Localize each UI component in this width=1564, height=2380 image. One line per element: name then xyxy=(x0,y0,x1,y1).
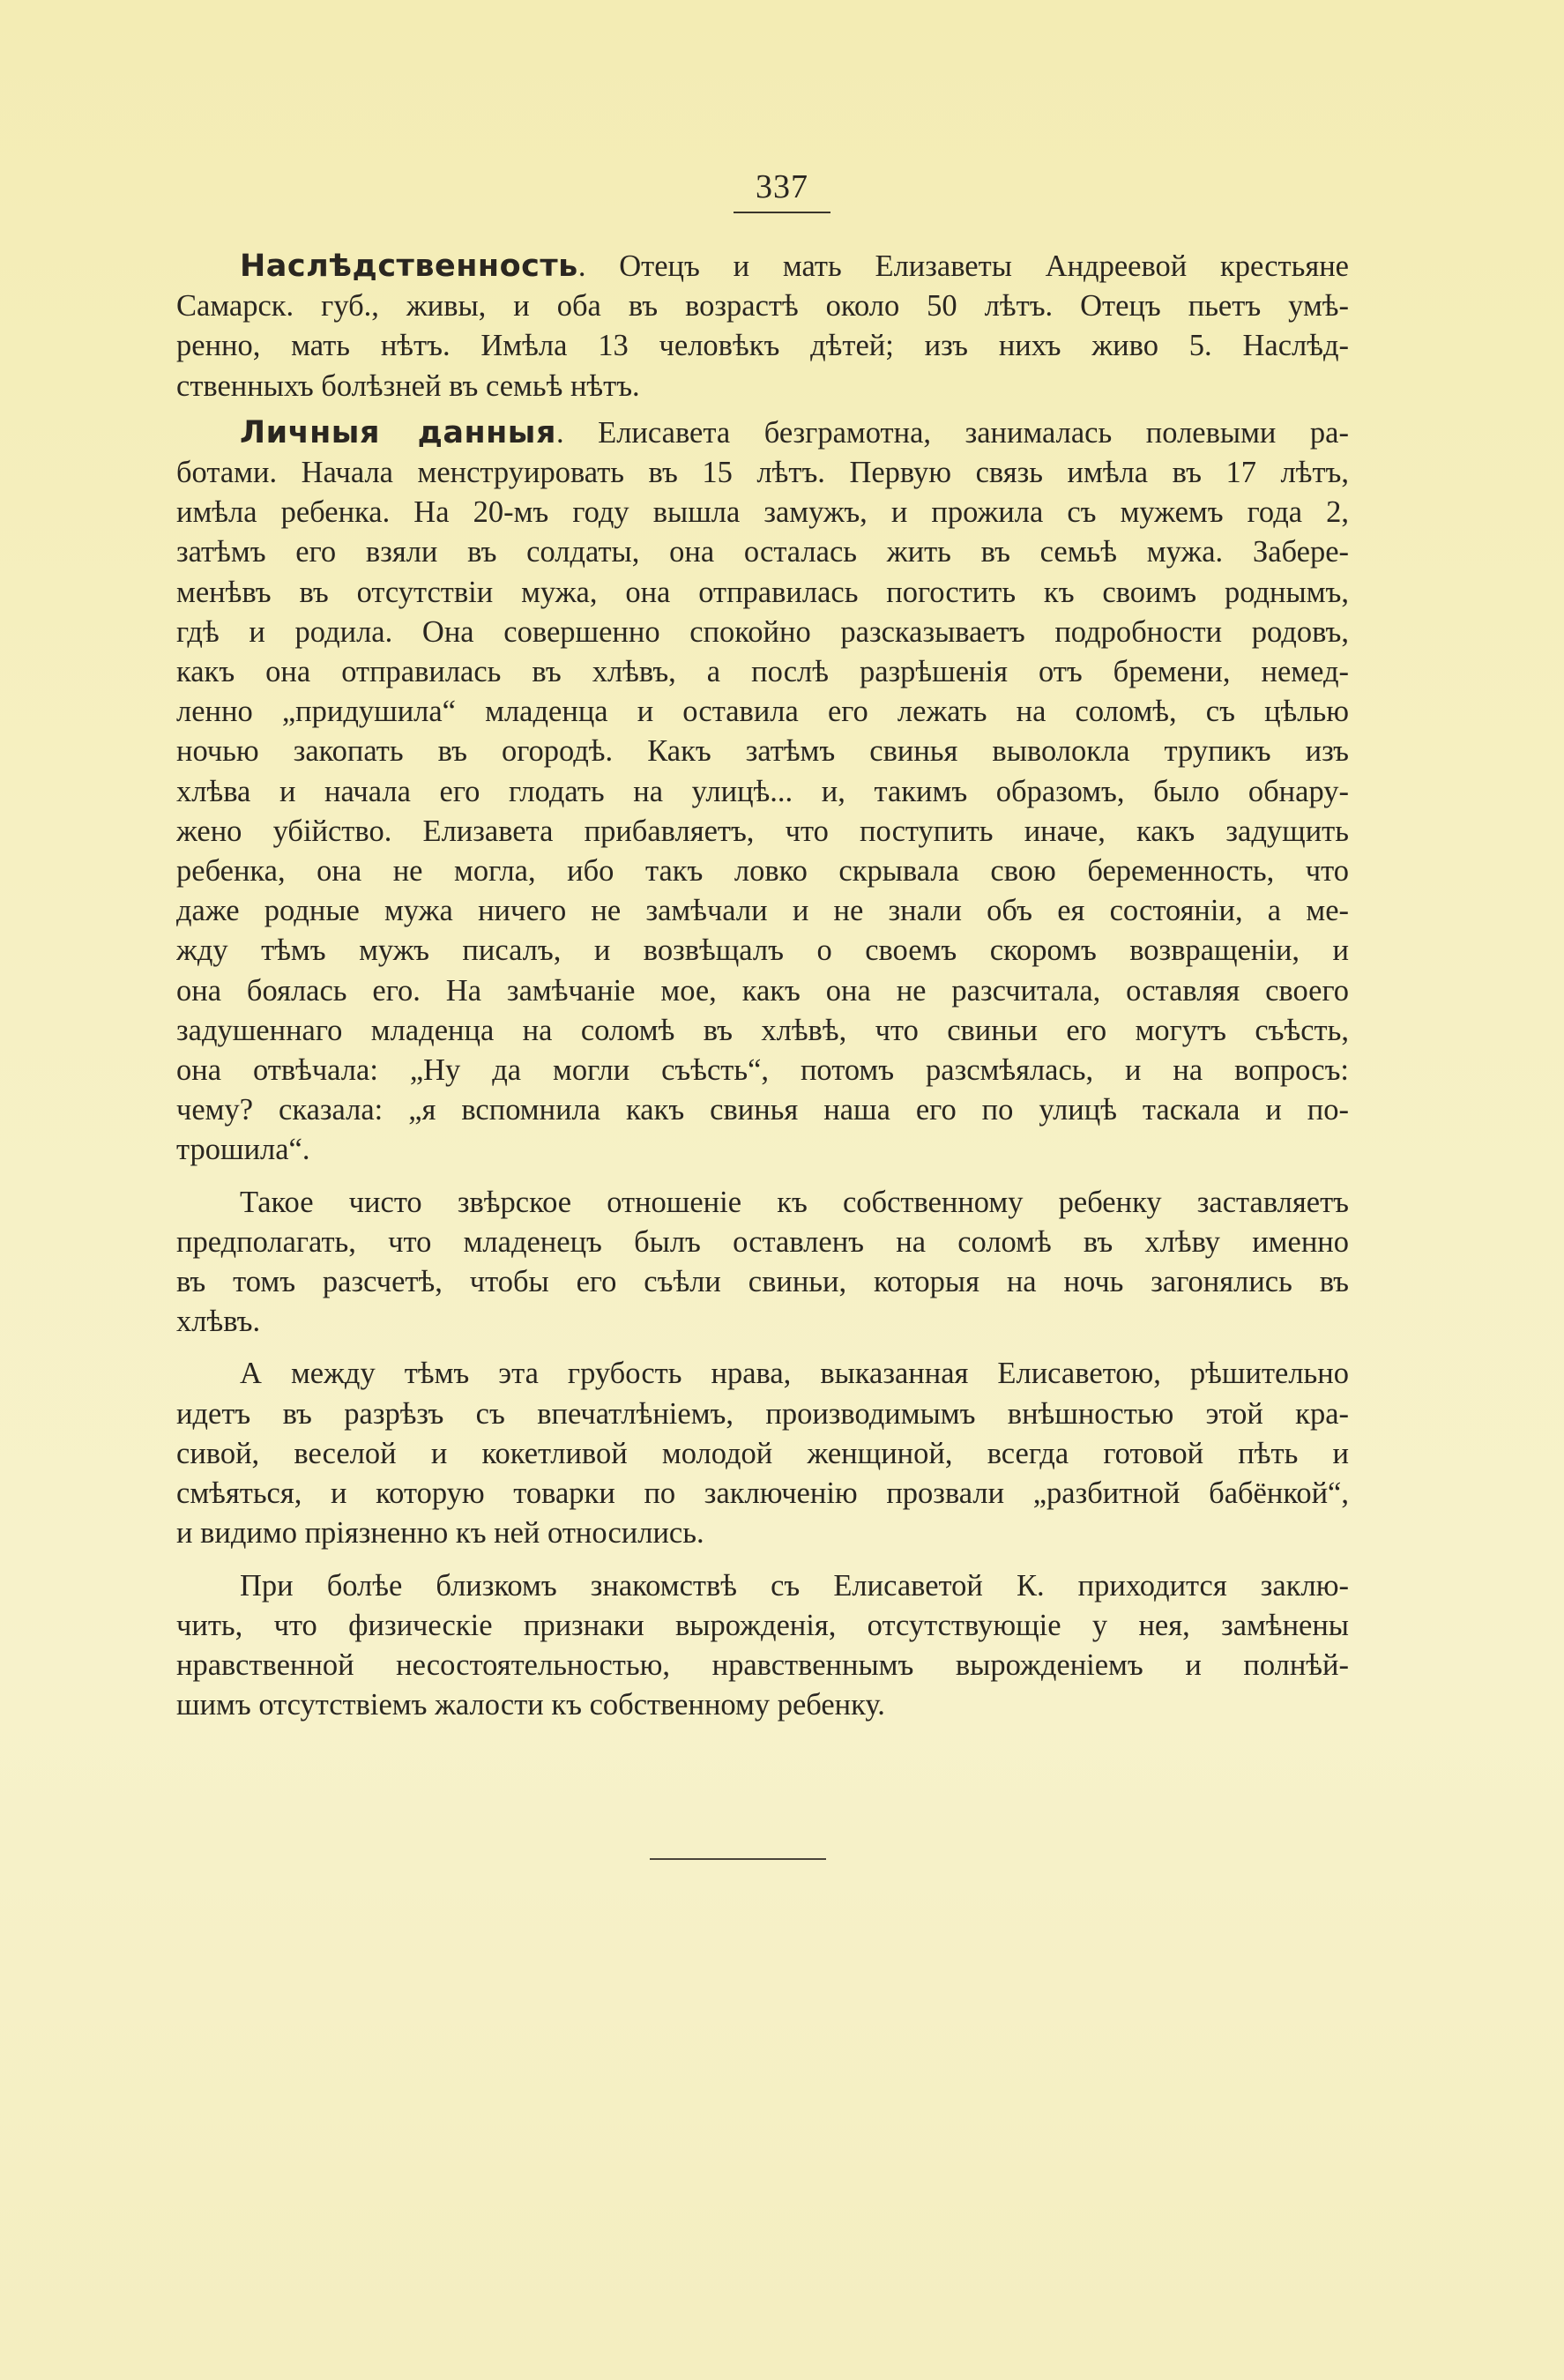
text-line: чему? сказала: „я вспомнила какъ свинья наша его по улицѣ таскала и по- xyxy=(176,1093,1349,1127)
text-line: жду тѣмъ мужъ писалъ, и возвѣщалъ о своемъ скоромъ возвращеніи, и xyxy=(176,933,1349,968)
text-line: хлѣвъ. xyxy=(176,1305,261,1339)
text-line: сивой, веселой и кокетливой молодой женщиной, всегда готовой пѣть и xyxy=(176,1436,1349,1470)
text-line: имѣла ребенка. На 20-мъ году вышла замужъ, и прожила съ мужемъ года 2, xyxy=(176,495,1349,530)
text-line: она отвѣчала: „Ну да могли съѣсть“, потомъ разсмѣялась, и на вопросъ: xyxy=(176,1053,1349,1088)
paragraph-attitude xyxy=(176,1183,1349,1342)
text-line: ленно „придушила“ младенца и оставила его лежать на соломѣ, съ цѣлью xyxy=(176,695,1349,729)
text-line: ственныхъ болѣзней въ семьѣ нѣтъ. xyxy=(176,368,640,403)
paragraph-heredity xyxy=(176,247,1349,406)
text-line: ботами. Начала менструировать въ 15 лѣтъ. Первую связь имѣла въ 17 лѣтъ, xyxy=(176,456,1349,490)
text-line xyxy=(176,247,1349,286)
page-number: 337 xyxy=(756,168,808,205)
page-number-underline xyxy=(734,212,830,213)
text-line: При болѣе близкомъ знакомствѣ съ Елисаветой К. приходится заклю- xyxy=(240,1568,1349,1603)
text-line: ночью закопать въ огородѣ. Какъ затѣмъ свинья выволокла трупикъ изъ xyxy=(176,734,1349,769)
paragraph-temperament xyxy=(176,1354,1349,1553)
text-line xyxy=(176,413,1349,453)
section-heading-personal-data: Личныя данныя xyxy=(240,414,556,450)
text-line: предполагать, что младенецъ былъ оставленъ на соломѣ въ хлѣву именно xyxy=(176,1224,1349,1259)
text-line: жено убійство. Елизавета прибавляетъ, что поступить иначе, какъ задущить xyxy=(176,814,1349,848)
text-line: даже родные мужа ничего не замѣчали и не знали объ ея состояніи, а ме- xyxy=(176,894,1349,928)
paragraph-conclusion xyxy=(176,1566,1349,1726)
paragraph-personal-data xyxy=(176,413,1349,1171)
section-heading-heredity: Наслѣдственность xyxy=(240,249,578,284)
text-line: нравственной несостоятельностью, нравственнымъ вырожденіемъ и полнѣй- xyxy=(176,1647,1349,1682)
text-line: Самарск. губ., живы, и оба въ возрастѣ около 50 лѣтъ. Отецъ пьетъ умѣ- xyxy=(176,289,1349,324)
text-line: А между тѣмъ эта грубость нрава, выказанная Елисаветою, рѣшительно xyxy=(240,1357,1349,1391)
text-line: менѣвъ въ отсутствіи мужа, она отправилась погостить къ своимъ роднымъ, xyxy=(176,575,1349,609)
text-line: ребенка, она не могла, ибо такъ ловко скрывала свою беременность, что xyxy=(176,854,1349,889)
text-line: задушеннаго младенца на соломѣ въ хлѣвѣ, что свиньи его могутъ съѣсть, xyxy=(176,1013,1349,1047)
text-line: хлѣва и начала его глодать на улицѣ... и, такимъ образомъ, было обнару- xyxy=(176,774,1349,808)
body-text xyxy=(176,247,1349,1725)
text-line: идетъ въ разрѣзъ съ впечатлѣніемъ, производимымъ внѣшностью этой кра- xyxy=(176,1396,1349,1431)
text-line-content: . Елисавета безграмотна, занималась полевыми ра- xyxy=(555,415,1349,450)
text-line: она боялась его. На замѣчаніе мое, какъ она не разсчитала, оставляя своего xyxy=(176,973,1349,1008)
text-line: затѣмъ его взяли въ солдаты, она осталась жить въ семьѣ мужа. Забере- xyxy=(176,535,1349,569)
text-line: трошила“. xyxy=(176,1133,310,1167)
text-line-content: . Отецъ и мать Елизаветы Андреевой крестьяне xyxy=(577,249,1349,283)
text-line: смѣяться, и которую товарки по заключенію прозвали „разбитной бабёнкой“, xyxy=(176,1476,1349,1511)
text-line: какъ она отправилась въ хлѣвъ, а послѣ разрѣшенія отъ бремени, немед- xyxy=(176,655,1349,689)
text-line: чить, что физическіе признаки вырожденія, отсутствующіе у нея, замѣнены xyxy=(176,1608,1349,1642)
text-line: шимъ отсутствіемъ жалости къ собственному ребенку. xyxy=(176,1688,885,1722)
section-end-rule xyxy=(650,1858,826,1860)
text-line: въ томъ разсчетѣ, чтобы его съѣли свиньи, которыя на ночь загонялись въ xyxy=(176,1265,1349,1299)
text-line: гдѣ и родила. Она совершенно спокойно разсказываетъ подробности родовъ, xyxy=(176,614,1349,649)
text-line: ренно, мать нѣтъ. Имѣла 13 человѣкъ дѣтей; изъ нихъ живо 5. Наслѣд- xyxy=(176,329,1349,363)
text-line: Такое чисто звѣрское отношеніе къ собственному ребенку заставляетъ xyxy=(240,1185,1349,1219)
text-line: и видимо пріязненно къ ней относились. xyxy=(176,1516,704,1551)
